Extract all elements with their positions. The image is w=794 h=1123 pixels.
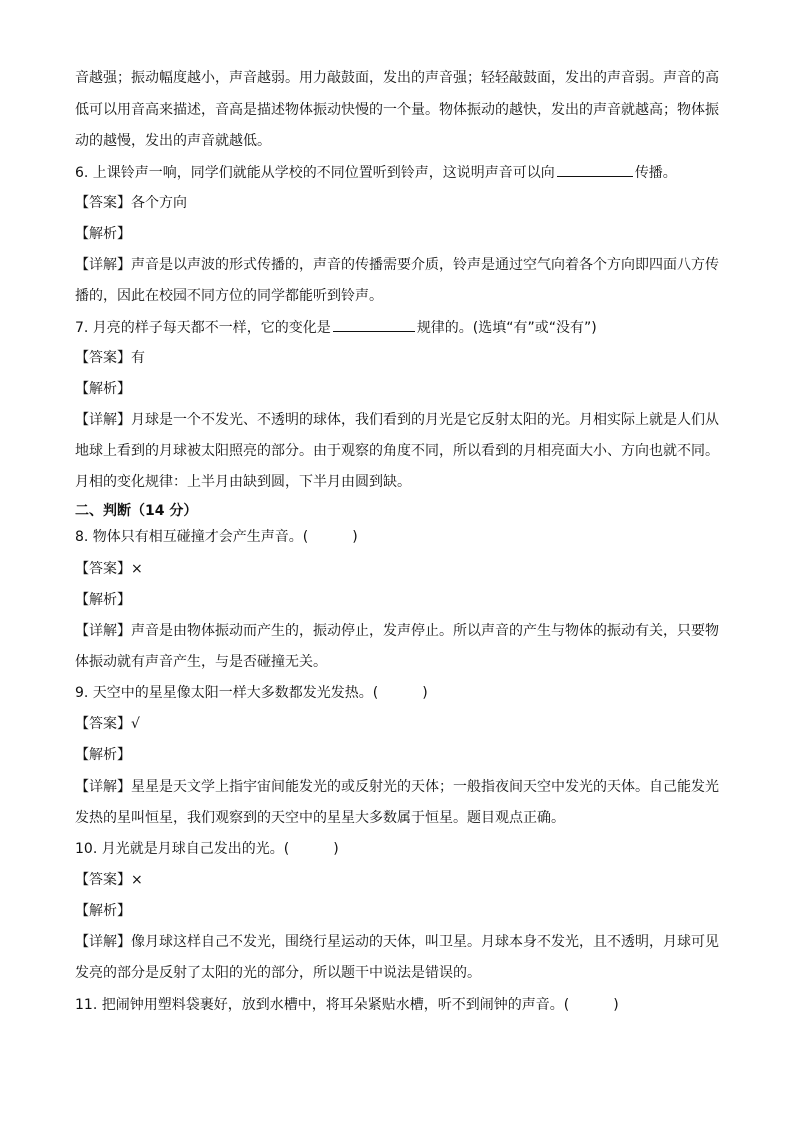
question-6-stem-end: 传播。 <box>634 165 677 181</box>
question-10-analysis: 【解析】 <box>75 903 131 919</box>
question-9-detail: 【详解】星星是天文学上指宇宙间能发光的或反射光的天体；一般指夜间天空中发光的天体。自己能发光 <box>75 779 719 795</box>
answer-blank <box>557 162 633 177</box>
question-6-stem: 6. 上课铃声一响，同学们就能从学校的不同位置听到铃声，这说明声音可以向 <box>75 165 555 181</box>
paragraph-line: 动的越慢，发出的声音就越低。 <box>75 133 271 149</box>
paren-close: ) <box>422 685 428 701</box>
question-9-stem: 9. 天空中的星星像太阳一样大多数都发光发热。( <box>75 685 379 701</box>
question-7-detail: 【详解】月球是一个不发光、不透明的球体，我们看到的月光是它反射太阳的光。月相实际上就是人们从 <box>75 412 719 428</box>
question-8-stem: 8. 物体只有相互碰撞才会产生声音。( <box>75 529 309 545</box>
question-8-detail: 【详解】声音是由物体振动而产生的，振动停止，发声停止。所以声音的产生与物体的振动有关，只要物 <box>75 623 719 639</box>
question-8-analysis: 【解析】 <box>75 592 131 608</box>
question-11-stem: 11. 把闹钟用塑料袋裹好，放到水槽中，将耳朵紧贴水槽，听不到闹钟的声音。( <box>75 997 570 1013</box>
question-9-analysis: 【解析】 <box>75 747 131 763</box>
question-11 <box>75 995 725 1015</box>
question-7 <box>75 317 725 338</box>
answer-blank <box>333 317 415 332</box>
section-heading: 二、判断（14 分） <box>75 503 198 519</box>
question-10-stem: 10. 月光就是月球自己发出的光。( <box>75 841 290 857</box>
question-7-analysis: 【解析】 <box>75 381 131 397</box>
paren-close: ) <box>333 841 339 857</box>
question-8-detail: 体振动就有声音产生，与是否碰撞无关。 <box>75 654 327 670</box>
question-6 <box>75 162 725 183</box>
question-10-detail: 【详解】像月球这样自己不发光，围绕行星运动的天体，叫卫星。月球本身不发光，且不透明，月球可见 <box>75 934 719 950</box>
question-6-detail: 【详解】声音是以声波的形式传播的，声音的传播需要介质，铃声是通过空气向着各个方向即四面八方传 <box>75 257 719 273</box>
question-10 <box>75 839 725 859</box>
question-8 <box>75 527 725 547</box>
question-7-detail: 地球上看到的月球被太阳照亮的部分。由于观察的角度不同，所以看到的月相亮面大小、方向也就不同。 <box>75 443 719 459</box>
paragraph-line: 低可以用音高来描述，音高是描述物体振动快慢的一个量。物体振动的越快，发出的声音就越高；物体振 <box>75 102 719 118</box>
question-10-detail: 发亮的部分是反射了太阳的光的部分，所以题干中说法是错误的。 <box>75 965 481 981</box>
question-7-detail: 月相的变化规律：上半月由缺到圆，下半月由圆到缺。 <box>75 474 411 490</box>
paren-close: ) <box>352 529 358 545</box>
question-7-stem: 7. 月亮的样子每天都不一样，它的变化是 <box>75 320 331 336</box>
question-8-answer: 【答案】× <box>75 561 143 577</box>
paragraph-line: 音越强；振动幅度越小，声音越弱。用力敲鼓面，发出的声音强；轻轻敲鼓面，发出的声音弱。声音的高 <box>75 70 719 86</box>
paren-close: ) <box>613 997 619 1013</box>
question-9-answer: 【答案】√ <box>75 716 140 732</box>
question-6-detail: 播的，因此在校园不同方位的同学都能听到铃声。 <box>75 288 383 304</box>
question-7-stem-end: 规律的。(选填“有”或“没有”) <box>416 320 597 336</box>
question-10-answer: 【答案】× <box>75 872 143 888</box>
question-7-answer: 【答案】有 <box>75 350 145 366</box>
question-6-answer: 【答案】各个方向 <box>75 195 187 211</box>
question-6-analysis: 【解析】 <box>75 226 131 242</box>
question-9-detail: 发热的星叫恒星，我们观察到的天空中的星星大多数属于恒星。题目观点正确。 <box>75 810 565 826</box>
question-9 <box>75 683 725 703</box>
